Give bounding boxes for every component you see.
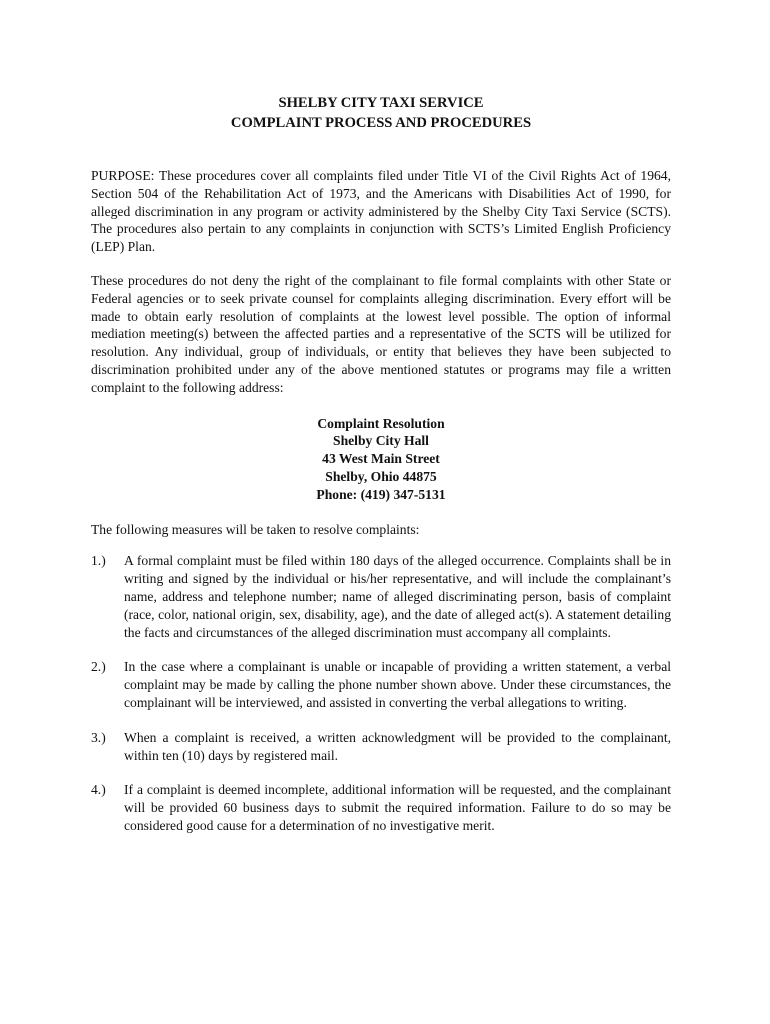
document-title	[91, 93, 671, 133]
measures-intro: The following measures will be taken to resolve complaints:	[91, 521, 420, 537]
list-item-number: 2.)	[91, 659, 106, 675]
address-line-city: Shelby, Ohio 44875	[325, 468, 437, 484]
document-page	[91, 93, 671, 835]
list-item-text: When a complaint is received, a written acknowledgment will be provided to the complainant, within ten (10) days by registered mail.	[124, 729, 671, 763]
list-item-text: If a complaint is deemed incomplete, additional information will be requested, and the complainant will be provided 60 business days to submit the required information. Failure to do so may be considered good cause for a determination of no investigative merit.	[124, 782, 671, 833]
list-item-text: A formal complaint must be filed within 180 days of the alleged occurrence. Complaints shall be in writing and signed by the individual or his/her representative, and will include the complainant’s name, address and telephone number; name of alleged discriminating person, basis of complaint (race, color, national origin, sex, disability, age), and the date of alleged act(s). A statement detailing the facts and circumstances of the alleged discrimination must accompany all complaints.	[124, 553, 671, 640]
list-item-number: 1.)	[91, 553, 106, 569]
address-line-phone: Phone: (419) 347-5131	[316, 486, 446, 502]
list-item	[91, 552, 671, 641]
title-line-2: COMPLAINT PROCESS AND PROCEDURES	[230, 115, 532, 131]
purpose-paragraph: PURPOSE: These procedures cover all complaints filed under Title VI of the Civil Rights Act of 1964, Section 504 of the Rehabilitation Act of 1973, and the Americans with Disabilities Act of 1990, for alleged discrimination in any program or activity administered by the Shelby City Taxi Service (SCTS). The procedures also pertain to any complaints in conjunction with SCTS’s Limited English Proficiency (LEP) Plan.	[91, 168, 671, 255]
address-line-building: Shelby City Hall	[333, 433, 429, 449]
address-line-street: 43 West Main Street	[322, 451, 440, 467]
title-line-1: SHELBY CITY TAXI SERVICE	[278, 95, 484, 111]
list-item-text: In the case where a complainant is unable or incapable of providing a written statement, a verbal complaint may be made by calling the phone number shown above. Under these circumstances, the complainant will be interviewed, and assisted in converting the verbal allegations to writing.	[124, 659, 671, 710]
list-item-number: 3.)	[91, 729, 106, 745]
list-item-number: 4.)	[91, 782, 106, 798]
address-line-department: Complaint Resolution	[317, 415, 445, 431]
complaint-address-block	[91, 415, 671, 504]
scope-paragraph: These procedures do not deny the right of the complainant to file formal complaints with other State or Federal agencies or to seek private counsel for complaints alleging discrimination. Every effort will be made to obtain early resolution of complaints at the lowest level possible. The option of informal mediation meeting(s) between the affected parties and a representative of the SCTS will be utilized for resolution. Any individual, group of individuals, or entity that believes they have been subjected to discrimination prohibited under any of the above mentioned statutes or programs may file a written complaint to the following address:	[91, 272, 671, 395]
list-item	[91, 658, 671, 711]
list-item	[91, 729, 671, 765]
list-item	[91, 781, 671, 834]
measures-list	[91, 552, 671, 834]
